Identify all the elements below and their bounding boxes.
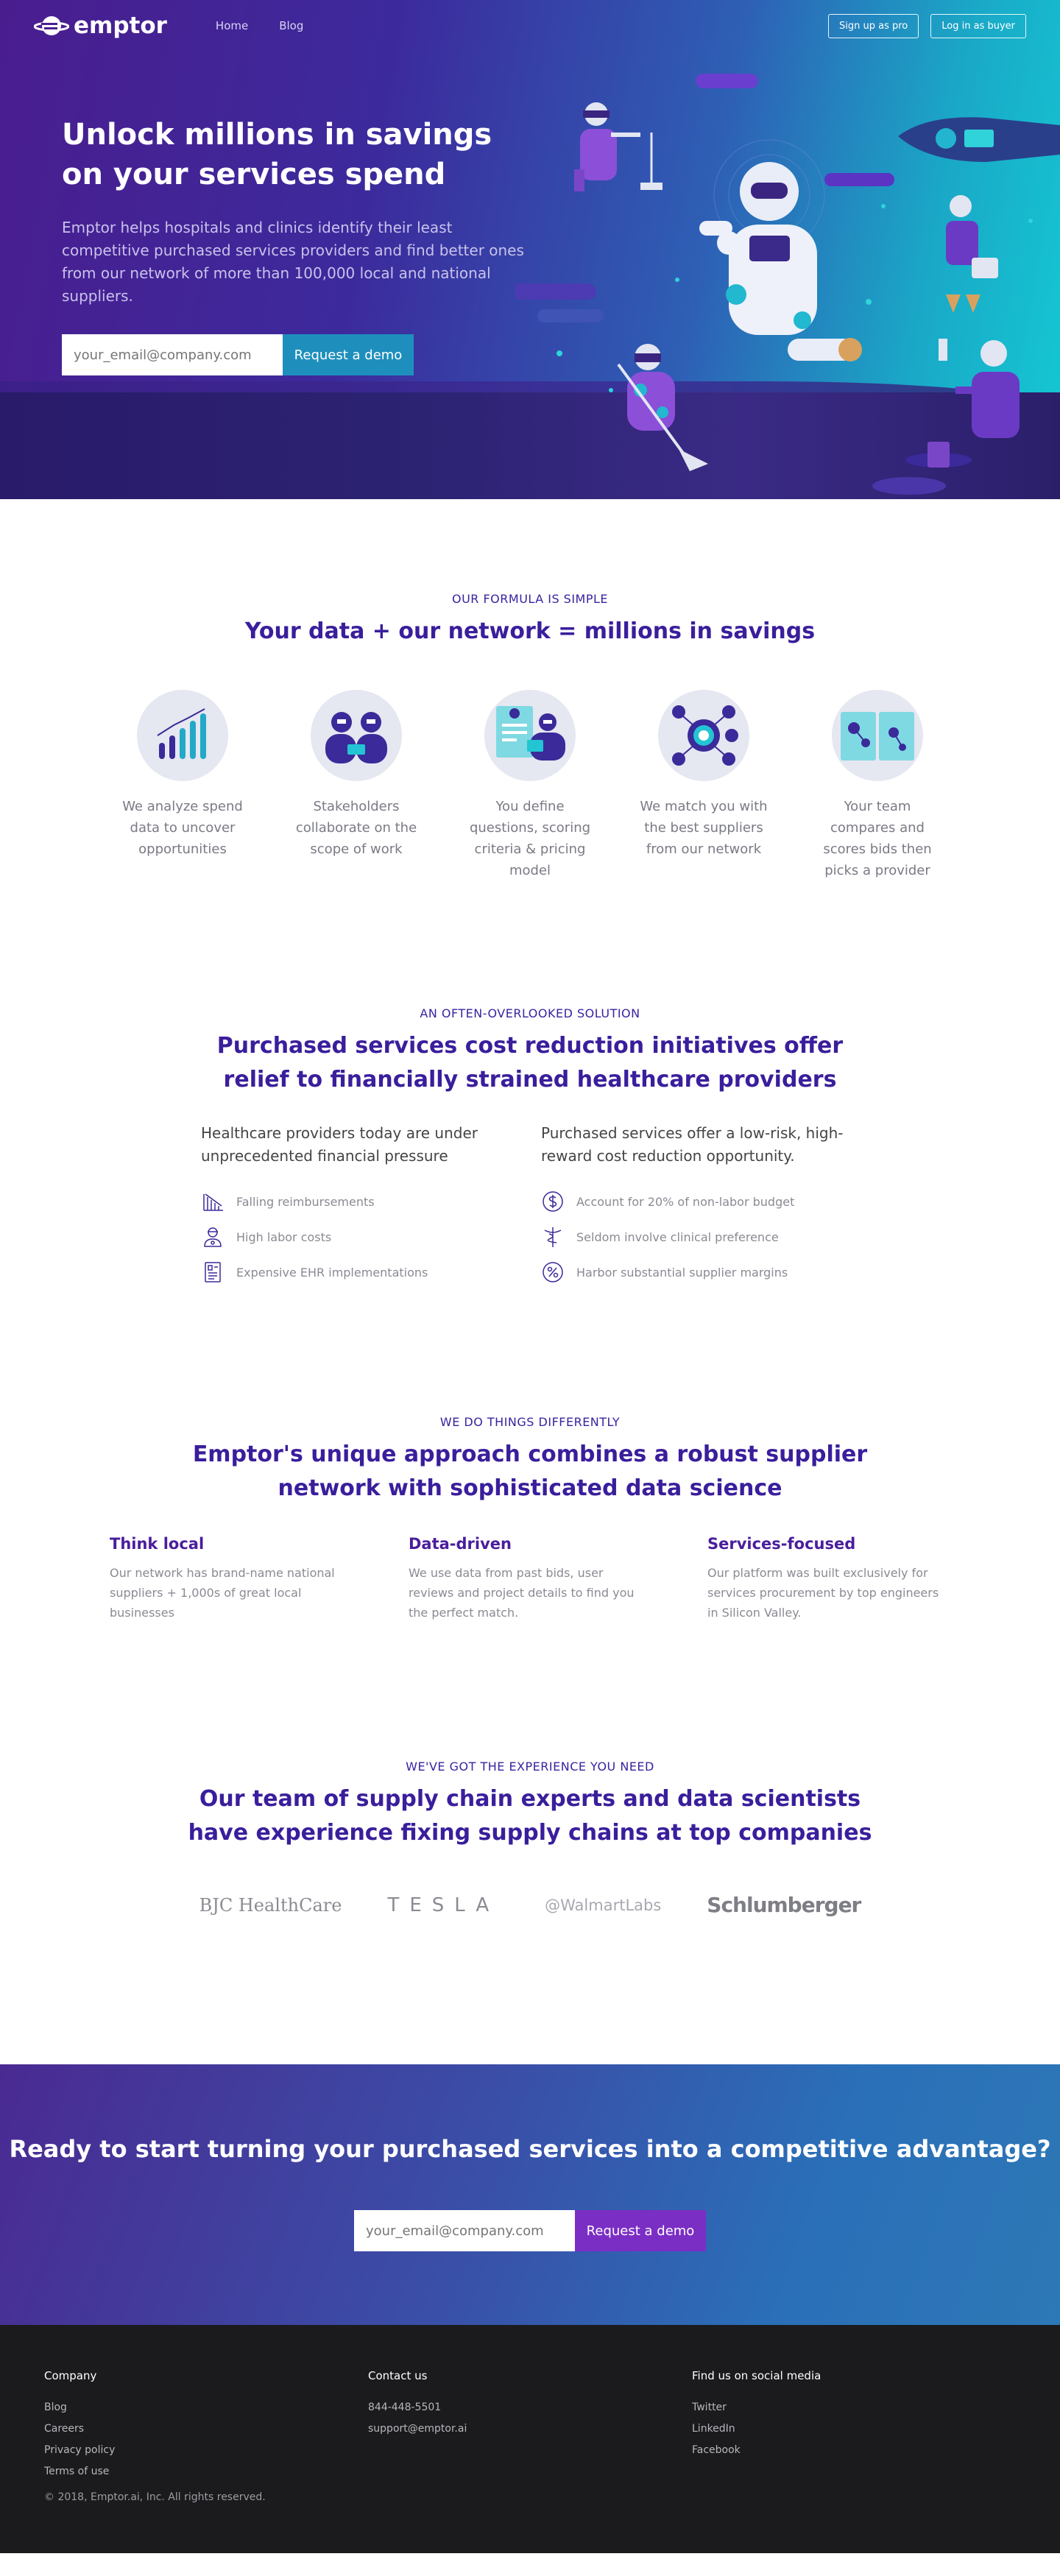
formula-section: [0, 499, 1060, 881]
cta-email-input[interactable]: [354, 2210, 575, 2251]
falling-chart-icon: [201, 1190, 225, 1213]
bjc-logo-text: BJC HealthCare: [199, 1894, 342, 1916]
footer-link-linkedin[interactable]: LinkedIn: [692, 2423, 735, 2435]
solution-title: [0, 1029, 1060, 1097]
feature-item: [110, 1535, 353, 1623]
company-logos: [0, 1893, 1060, 1917]
step-text: We analyze spend data to uncover opportunities: [122, 799, 243, 857]
bullet-text: Expensive EHR implementations: [236, 1265, 428, 1280]
solution-columns: [0, 1122, 1060, 1290]
caduceus-icon: [541, 1225, 565, 1249]
feature-text: Our platform was built exclusively for services procurement by top engineers in Silicon Valley.: [707, 1566, 939, 1620]
step-item: [443, 690, 617, 881]
solution-title-line: Purchased services cost reduction initiatives offer: [216, 1033, 844, 1059]
bullet-text: High labor costs: [236, 1229, 332, 1244]
formula-eyebrow: OUR FORMULA IS SIMPLE: [451, 592, 609, 606]
cta-demo-form: [354, 2210, 706, 2251]
experience-title-line: have experience fixing supply chains at top companies: [188, 1820, 872, 1846]
feature-title: Services-focused: [707, 1535, 856, 1553]
brand-name: emptor: [74, 13, 167, 39]
robot-painter: [928, 339, 1020, 467]
hero-request-demo-button[interactable]: Request a demo: [283, 334, 414, 375]
footer-heading: Contact us: [368, 2369, 428, 2382]
opportunity-bullets: [541, 1184, 859, 1290]
hero-demo-form: [62, 334, 533, 375]
robot-mop: [574, 102, 662, 191]
tesla-logo: [387, 1894, 499, 1916]
footer-phone[interactable]: 844-448-5501: [368, 2402, 442, 2413]
footer-link-careers[interactable]: Careers: [44, 2423, 85, 2435]
opportunity-lead: Purchased services offer a low-risk, high-reward cost reduction opportunity.: [541, 1124, 844, 1165]
step-item: [617, 690, 791, 881]
bullet-text: Falling reimbursements: [236, 1194, 375, 1209]
approach-title-line: Emptor's unique approach combines a robust supplier: [192, 1441, 868, 1467]
approach-eyebrow: WE DO THINGS DIFFERENTLY: [439, 1415, 621, 1429]
hero-content: [62, 115, 533, 375]
dollar-icon: [541, 1190, 565, 1213]
footer-link-privacy[interactable]: Privacy policy: [44, 2444, 116, 2456]
bullet-item: [541, 1219, 859, 1255]
hero-email-input[interactable]: [62, 334, 283, 375]
approach-title-line: network with sophisticated data science: [278, 1475, 782, 1501]
stakeholders-icon: [311, 690, 402, 781]
step-text: We match you with the best suppliers from our network: [640, 799, 768, 857]
footer-link-blog[interactable]: Blog: [44, 2402, 67, 2413]
bullet-item: [541, 1184, 859, 1219]
hero-subtitle: Emptor helps hospitals and clinics identify their least competitive purchased services providers and find better ones from our network of more than 100,000 local and national suppliers.: [62, 219, 524, 305]
percent-icon: [541, 1260, 565, 1284]
robot-broom: [618, 344, 708, 471]
feature-item: [409, 1535, 651, 1623]
speed-streaks: [515, 74, 894, 322]
bullet-text: Seldom involve clinical preference: [576, 1229, 779, 1244]
feature-text: We use data from past bids, user reviews and project details to find you the perfect match.: [409, 1566, 635, 1620]
experience-eyebrow: WE'VE GOT THE EXPERIENCE YOU NEED: [406, 1760, 654, 1774]
brand-logo[interactable]: [34, 13, 167, 39]
robot-medkit: [946, 195, 998, 313]
footer-heading: Find us on social media: [692, 2369, 822, 2382]
copyright: © 2018, Emptor.ai, Inc. All rights reserved.: [44, 2491, 266, 2503]
walmartlabs-logo-text: @WalmartLabs: [545, 1896, 662, 1914]
footer-email[interactable]: support@emptor.ai: [368, 2423, 467, 2435]
hero-illustration: [515, 59, 1060, 499]
step-text: You define questions, scoring criteria & pricing model: [469, 799, 591, 878]
worker-icon: [201, 1225, 225, 1249]
pressure-lead: Healthcare providers today are under unprecedented financial pressure: [201, 1124, 478, 1165]
bullet-item: [201, 1255, 519, 1290]
planet-logo-icon: [34, 13, 69, 39]
schlumberger-logo: [707, 1893, 861, 1917]
feature-title: Think local: [110, 1535, 205, 1553]
feature-item: [707, 1535, 950, 1623]
solution-section: [0, 881, 1060, 1290]
login-buyer-button[interactable]: Log in as buyer: [930, 14, 1026, 38]
solution-title-line: relief to financially strained healthcare providers: [223, 1067, 837, 1093]
step-item: [96, 690, 269, 881]
tesla-logo-text: TESLA: [387, 1894, 500, 1916]
hero-title: Unlock millions in savings on your services spend: [62, 118, 492, 191]
rocket-ship: [898, 117, 1060, 162]
step-item: [791, 690, 964, 881]
experience-title-line: Our team of supply chain experts and data scientists: [199, 1786, 861, 1812]
footer-link-terms[interactable]: Terms of use: [44, 2466, 110, 2477]
approach-title: [0, 1438, 1060, 1506]
step-text: Stakeholders collaborate on the scope of work: [295, 799, 417, 857]
approach-section: [0, 1290, 1060, 1623]
crater-shapes: [515, 429, 972, 495]
bjc-healthcare-logo: [199, 1895, 342, 1916]
bullet-item: [201, 1184, 519, 1219]
footer-link-twitter[interactable]: Twitter: [692, 2402, 727, 2413]
questions-icon: [484, 690, 576, 781]
feature-text: Our network has brand-name national suppliers + 1,000s of great local businesses: [110, 1566, 335, 1620]
nav-actions: [828, 14, 1026, 38]
nav-links: [216, 19, 303, 32]
experience-section: [0, 1623, 1060, 1917]
hero-section: [0, 0, 1060, 499]
pressure-column: [201, 1122, 519, 1290]
formula-title: Your data + our network = millions in savings: [244, 618, 816, 644]
cta-section: [0, 2064, 1060, 2325]
formula-steps: [0, 690, 1060, 881]
footer-link-facebook[interactable]: Facebook: [692, 2444, 741, 2456]
footer-heading: Company: [44, 2369, 97, 2382]
solution-eyebrow: AN OFTEN-OVERLOOKED SOLUTION: [420, 1006, 640, 1020]
bar-chart-icon: [137, 690, 228, 781]
bullet-text: Harbor substantial supplier margins: [576, 1265, 788, 1280]
nav-link-blog[interactable]: Blog: [279, 19, 304, 32]
document-icon: [201, 1260, 225, 1284]
step-text: Your team compares and scores bids then picks a provider: [823, 799, 932, 878]
opportunity-column: [541, 1122, 859, 1290]
bullet-item: [541, 1255, 859, 1290]
cta-title: Ready to start turning your purchased services into a competitive advantage?: [9, 2135, 1051, 2163]
pressure-bullets: [201, 1184, 519, 1290]
footer-columns: [44, 2369, 1016, 2483]
walmartlabs-logo: [545, 1896, 661, 1914]
network-match-icon: [658, 690, 749, 781]
cta-request-demo-button[interactable]: Request a demo: [575, 2210, 706, 2251]
nav-link-home[interactable]: Home: [215, 19, 249, 32]
top-nav: [0, 0, 1060, 52]
schlumberger-logo-text: Schlumberger: [707, 1893, 861, 1917]
experience-title: [0, 1782, 1060, 1850]
footer-social: [692, 2369, 1016, 2483]
bullet-item: [201, 1219, 519, 1255]
footer-contact: [368, 2369, 692, 2483]
feature-title: Data-driven: [409, 1535, 512, 1553]
bullet-text: Account for 20% of non-labor budget: [576, 1194, 795, 1209]
compare-bids-icon: [832, 690, 923, 781]
signup-pro-button[interactable]: Sign up as pro: [828, 14, 919, 38]
site-footer: [0, 2325, 1060, 2553]
step-item: [269, 690, 443, 881]
footer-company: [44, 2369, 368, 2483]
feature-list: [0, 1535, 1060, 1623]
